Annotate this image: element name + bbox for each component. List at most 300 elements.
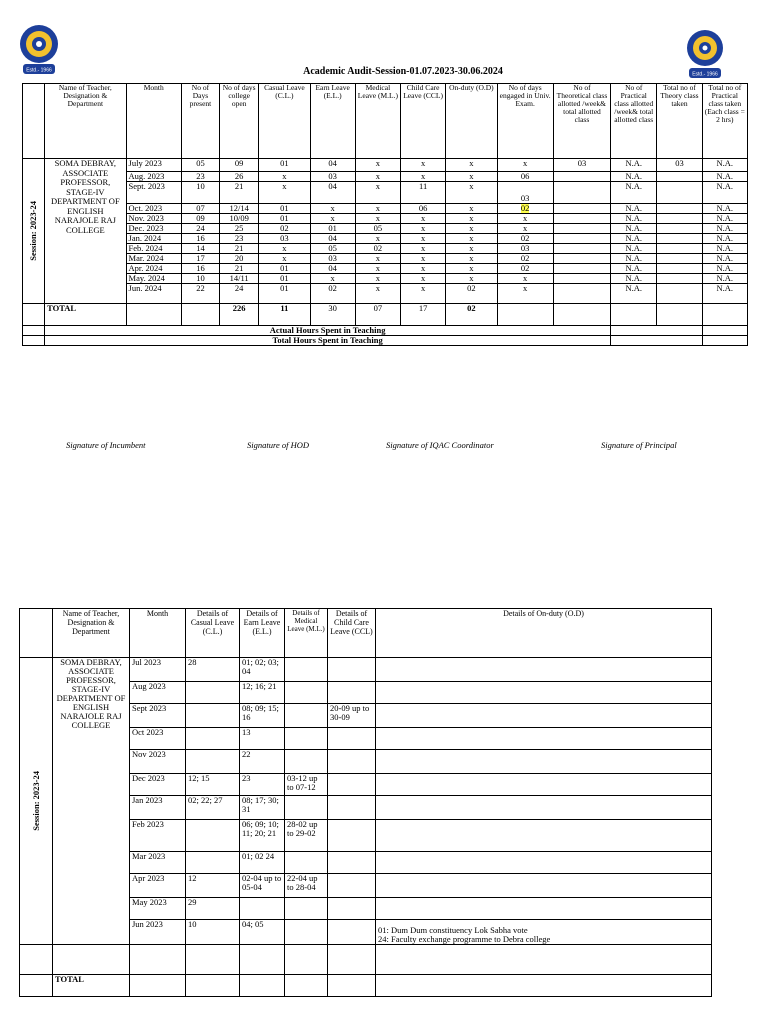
details-cell-cl: [186, 750, 240, 774]
total-hours-label: Total Hours Spent in Teaching: [45, 336, 611, 346]
cell-practical-taken: N.A.: [702, 224, 747, 234]
cell-days-present: 07: [181, 204, 219, 214]
total-hours-value: [611, 336, 702, 346]
cell-el: 03: [310, 172, 355, 182]
session-cell: [23, 159, 45, 304]
header-univ-exam: No of days engaged in Univ. Exam.: [497, 84, 553, 159]
details-blank-0: [20, 945, 53, 975]
header-theory-allotted: No of Theoretical class allotted /week& total allotted class: [553, 84, 610, 159]
audit-row: [23, 204, 748, 214]
details-cell-ccl: [328, 750, 376, 774]
details-session-cell: [20, 658, 53, 945]
cell-month: Dec. 2023: [126, 224, 181, 234]
cell-college-open: 21: [220, 182, 259, 204]
details-blank-5: [285, 945, 328, 975]
cell-days-present: 10: [181, 274, 219, 284]
details-header-month: Month: [130, 609, 186, 658]
cell-ml: x: [355, 234, 400, 244]
total-days-present: [181, 304, 219, 326]
cell-days-present: 24: [181, 224, 219, 234]
details-cell-el: 02-04 up to 05-04: [240, 874, 285, 898]
cell-month: Jan. 2024: [126, 234, 181, 244]
cell-ccl: x: [401, 284, 446, 304]
cell-ml: x: [355, 214, 400, 224]
cell-practical-taken: N.A.: [702, 204, 747, 214]
cell-univ-exam: 03: [497, 244, 553, 254]
details-cell-el: 04; 05: [240, 920, 285, 945]
details-cell-od: [376, 874, 712, 898]
details-cell-ml: [285, 704, 328, 728]
header-od: On-duty (O.D): [446, 84, 497, 159]
details-cell-ml: [285, 898, 328, 920]
header-practical-taken: Total no of Practical class taken (Each class = 2 hrs): [702, 84, 747, 159]
audit-row: [23, 224, 748, 234]
details-cell-od: [376, 852, 712, 874]
cell-practical-allotted: N.A.: [611, 182, 657, 204]
details-cell-el: 08; 09; 15; 16: [240, 704, 285, 728]
header-ml: Medical Leave (M.L.): [355, 84, 400, 159]
cell-el: x: [310, 204, 355, 214]
cell-practical-allotted: N.A.: [611, 234, 657, 244]
cell-cl: x: [259, 254, 310, 264]
cell-theory-allotted: [553, 214, 610, 224]
cell-practical-allotted: N.A.: [611, 254, 657, 264]
cell-college-open: 25: [220, 224, 259, 234]
cell-college-open: 21: [220, 244, 259, 254]
details-total-empty-4: [328, 975, 376, 997]
details-cell-month: Aug 2023: [130, 682, 186, 704]
cell-days-present: 09: [181, 214, 219, 224]
details-cell-el: 13: [240, 728, 285, 750]
details-cell-cl: [186, 820, 240, 852]
details-cell-month: Jun 2023: [130, 920, 186, 945]
cell-days-present: 05: [181, 159, 219, 172]
svg-text:Estd.- 1966: Estd.- 1966: [26, 67, 52, 74]
cell-month: Aug. 2023: [126, 172, 181, 182]
details-cell-od: [376, 704, 712, 728]
cell-college-open: 24: [220, 284, 259, 304]
details-cell-od: [376, 774, 712, 796]
cell-ml: 05: [355, 224, 400, 234]
cell-college-open: 20: [220, 254, 259, 264]
cell-univ-exam: 06: [497, 172, 553, 182]
total-month: [126, 304, 181, 326]
details-cell-ccl: 20-09 up to 30-09: [328, 704, 376, 728]
cell-univ-exam: x: [497, 214, 553, 224]
details-cell-cl: 10: [186, 920, 240, 945]
session-label: Session: 2023-24: [28, 201, 39, 261]
cell-ml: x: [355, 264, 400, 274]
details-blank-2: [130, 945, 186, 975]
details-blank-1: [53, 945, 130, 975]
total-empty-4: [702, 304, 747, 326]
cell-college-open: 26: [220, 172, 259, 182]
details-header-blank: [20, 609, 53, 658]
cell-ml: x: [355, 274, 400, 284]
cell-college-open: 12/14: [220, 204, 259, 214]
cell-theory-allotted: [553, 284, 610, 304]
details-header-ml: Details of Medical Leave (M.L.): [285, 609, 328, 658]
cell-practical-allotted: N.A.: [611, 274, 657, 284]
details-cell-cl: 02; 22; 27: [186, 796, 240, 820]
cell-cl: 01: [259, 284, 310, 304]
total-hours-end: [702, 336, 747, 346]
details-total-blank: [20, 975, 53, 997]
cell-college-open: 09: [220, 159, 259, 172]
details-teacher-name: SOMA DEBRAY, ASSOCIATE PROFESSOR, STAGE-IV DEPARTMENT OF ENGLISH NARAJOLE RAJ COLLEGE: [53, 658, 130, 945]
cell-theory-taken: [657, 234, 702, 244]
details-header-cl: Details of Casual Leave (C.L.): [186, 609, 240, 658]
cell-cl: 01: [259, 204, 310, 214]
cell-ml: x: [355, 182, 400, 204]
cell-od: x: [446, 224, 497, 234]
total-empty-3: [657, 304, 702, 326]
cell-univ-exam: x: [497, 274, 553, 284]
cell-ccl: x: [401, 234, 446, 244]
details-cell-ml: 28-02 up to 29-02: [285, 820, 328, 852]
cell-univ-exam: 02: [497, 264, 553, 274]
cell-month: Mar. 2024: [126, 254, 181, 264]
details-total-empty-0: [130, 975, 186, 997]
academic-audit-table: [22, 83, 748, 346]
audit-total-row: [23, 304, 748, 326]
details-cell-month: Dec 2023: [130, 774, 186, 796]
cell-cl: 01: [259, 159, 310, 172]
cell-college-open: 14/11: [220, 274, 259, 284]
cell-univ-exam: 02: [497, 254, 553, 264]
header-cl: Casual Leave (C.L.): [259, 84, 310, 159]
cell-theory-allotted: [553, 204, 610, 214]
cell-practical-allotted: N.A.: [611, 159, 657, 172]
total-ccl: 17: [401, 304, 446, 326]
cell-el: 03: [310, 254, 355, 264]
details-cell-ml: [285, 920, 328, 945]
cell-practical-taken: N.A.: [702, 244, 747, 254]
cell-practical-taken: N.A.: [702, 264, 747, 274]
cell-practical-taken: N.A.: [702, 182, 747, 204]
total-hours-blank: [23, 336, 45, 346]
cell-el: 04: [310, 234, 355, 244]
cell-od: x: [446, 244, 497, 254]
total-cl: 11: [259, 304, 310, 326]
teacher-name: SOMA DEBRAY, ASSOCIATE PROFESSOR, STAGE-IV DEPARTMENT OF ENGLISH NARAJOLE RAJ COLLEGE: [45, 159, 126, 304]
cell-el: x: [310, 274, 355, 284]
cell-practical-taken: N.A.: [702, 214, 747, 224]
audit-row: [23, 254, 748, 264]
details-blank-6: [328, 945, 376, 975]
cell-days-present: 22: [181, 284, 219, 304]
cell-practical-taken: N.A.: [702, 284, 747, 304]
cell-el: x: [310, 214, 355, 224]
cell-ccl: x: [401, 254, 446, 264]
details-cell-cl: 29: [186, 898, 240, 920]
details-cell-ccl: [328, 658, 376, 682]
total-college-open: 226: [220, 304, 259, 326]
cell-practical-allotted: N.A.: [611, 204, 657, 214]
cell-month: Feb. 2024: [126, 244, 181, 254]
details-cell-cl: 12: [186, 874, 240, 898]
cell-od: x: [446, 159, 497, 172]
details-header-el: Details of Earn Leave (E.L.): [240, 609, 285, 658]
cell-ml: x: [355, 284, 400, 304]
actual-hours-blank: [23, 326, 45, 336]
details-cell-ccl: [328, 874, 376, 898]
details-header-od: Details of On-duty (O.D): [376, 609, 712, 658]
header-blank: [23, 84, 45, 159]
cell-od: 02: [446, 284, 497, 304]
cell-univ-exam: x: [497, 159, 553, 172]
details-blank-4: [240, 945, 285, 975]
cell-days-present: 16: [181, 234, 219, 244]
details-cell-ccl: [328, 898, 376, 920]
cell-cl: x: [259, 182, 310, 204]
details-blank-7: [376, 945, 712, 975]
header-theory-taken: Total no of Theory class taken: [657, 84, 702, 159]
cell-theory-allotted: [553, 254, 610, 264]
cell-practical-allotted: N.A.: [611, 264, 657, 274]
cell-cl: x: [259, 244, 310, 254]
header-college-open: No of days college open: [220, 84, 259, 159]
cell-ml: x: [355, 159, 400, 172]
cell-ccl: 11: [401, 182, 446, 204]
details-cell-month: Jul 2023: [130, 658, 186, 682]
cell-ml: 02: [355, 244, 400, 254]
total-hours-row: [23, 336, 748, 346]
details-cell-ml: [285, 796, 328, 820]
cell-cl: x: [259, 172, 310, 182]
cell-el: 05: [310, 244, 355, 254]
cell-theory-allotted: [553, 234, 610, 244]
cell-univ-exam: x: [497, 284, 553, 304]
details-cell-el: [240, 898, 285, 920]
cell-od: x: [446, 234, 497, 244]
cell-ccl: x: [401, 172, 446, 182]
cell-days-present: 17: [181, 254, 219, 264]
cell-od: x: [446, 274, 497, 284]
cell-practical-allotted: N.A.: [611, 214, 657, 224]
cell-theory-allotted: [553, 224, 610, 234]
audit-row: [23, 159, 748, 172]
details-cell-ccl: [328, 682, 376, 704]
cell-theory-allotted: [553, 182, 610, 204]
details-total-empty-1: [186, 975, 240, 997]
total-empty-2: [611, 304, 657, 326]
details-total-empty-5: [376, 975, 712, 997]
cell-theory-taken: [657, 244, 702, 254]
signature-principal: Signature of Principal: [601, 440, 677, 450]
cell-practical-allotted: N.A.: [611, 284, 657, 304]
details-cell-el: 08; 17; 30; 31: [240, 796, 285, 820]
details-blank-row: [20, 945, 712, 975]
details-cell-month: Mar 2023: [130, 852, 186, 874]
cell-practical-taken: N.A.: [702, 159, 747, 172]
cell-theory-taken: [657, 182, 702, 204]
audit-row: [23, 172, 748, 182]
cell-theory-allotted: 03: [553, 159, 610, 172]
total-od: 02: [446, 304, 497, 326]
cell-month: Apr. 2024: [126, 264, 181, 274]
cell-od: x: [446, 204, 497, 214]
cell-el: 04: [310, 264, 355, 274]
details-cell-od: [376, 682, 712, 704]
cell-college-open: 21: [220, 264, 259, 274]
header-ccl: Child Care Leave (CCL): [401, 84, 446, 159]
details-cell-ml: [285, 750, 328, 774]
cell-ccl: x: [401, 274, 446, 284]
details-cell-cl: 28: [186, 658, 240, 682]
audit-row: [23, 284, 748, 304]
leave-details-table: [19, 608, 712, 997]
details-cell-ccl: [328, 820, 376, 852]
cell-univ-exam: [497, 204, 553, 214]
cell-ccl: x: [401, 244, 446, 254]
details-blank-3: [186, 945, 240, 975]
details-cell-ml: [285, 658, 328, 682]
total-ml: 07: [355, 304, 400, 326]
cell-ml: x: [355, 172, 400, 182]
header-month: Month: [126, 84, 181, 159]
actual-hours-label: Actual Hours Spent in Teaching: [45, 326, 611, 336]
details-total-label: TOTAL: [53, 975, 130, 997]
cell-month: Oct. 2023: [126, 204, 181, 214]
cell-cl: 01: [259, 214, 310, 224]
signature-iqac: Signature of IQAC Coordinator: [386, 440, 494, 450]
cell-theory-taken: [657, 224, 702, 234]
actual-hours-row: [23, 326, 748, 336]
details-cell-ccl: [328, 796, 376, 820]
details-cell-el: 06; 09; 10; 11; 20; 21: [240, 820, 285, 852]
cell-od: x: [446, 172, 497, 182]
details-cell-ccl: [328, 920, 376, 945]
cell-theory-taken: [657, 264, 702, 274]
cell-od: x: [446, 214, 497, 224]
details-cell-od: [376, 728, 712, 750]
cell-od: x: [446, 254, 497, 264]
cell-univ-exam: 02: [497, 234, 553, 244]
cell-theory-taken: [657, 172, 702, 182]
audit-row: [23, 214, 748, 224]
cell-college-open: 23: [220, 234, 259, 244]
details-cell-el: 23: [240, 774, 285, 796]
cell-theory-allotted: [553, 264, 610, 274]
cell-ccl: x: [401, 159, 446, 172]
cell-theory-allotted: [553, 172, 610, 182]
audit-row: [23, 182, 748, 204]
cell-practical-taken: N.A.: [702, 172, 747, 182]
total-empty-1: [553, 304, 610, 326]
cell-days-present: 14: [181, 244, 219, 254]
details-cell-el: 12; 16; 21: [240, 682, 285, 704]
details-cell-ml: [285, 682, 328, 704]
cell-ccl: x: [401, 214, 446, 224]
actual-hours-end: [702, 326, 747, 336]
details-cell-ml: 22-04 up to 28-04: [285, 874, 328, 898]
details-cell-month: Apr 2023: [130, 874, 186, 898]
cell-theory-taken: 03: [657, 159, 702, 172]
cell-od: x: [446, 264, 497, 274]
details-header-teacher: Name of Teacher, Designation & Department: [53, 609, 130, 658]
details-cell-ml: [285, 728, 328, 750]
details-cell-ccl: [328, 728, 376, 750]
cell-ccl: 06: [401, 204, 446, 214]
actual-hours-value: [611, 326, 702, 336]
document-title: Academic Audit-Session-01.07.2023-30.06.2024: [303, 66, 503, 77]
cell-ccl: x: [401, 224, 446, 234]
details-cell-od: [376, 796, 712, 820]
cell-practical-taken: N.A.: [702, 254, 747, 264]
cell-days-present: 10: [181, 182, 219, 204]
header-teacher: Name of Teacher, Designation & Department: [45, 84, 126, 159]
cell-month: July 2023: [126, 159, 181, 172]
cell-univ-exam: x: [497, 224, 553, 234]
cell-days-present: 23: [181, 172, 219, 182]
cell-el: 04: [310, 182, 355, 204]
details-cell-cl: [186, 682, 240, 704]
svg-text:Estd.- 1966: Estd.- 1966: [692, 71, 718, 78]
cell-univ-exam: 03: [497, 182, 553, 204]
cell-el: 01: [310, 224, 355, 234]
cell-month: Nov. 2023: [126, 214, 181, 224]
signature-hod: Signature of HOD: [247, 440, 310, 450]
cell-practical-allotted: N.A.: [611, 244, 657, 254]
details-session-label: Session: 2023-24: [30, 771, 41, 831]
total-empty-0: [497, 304, 553, 326]
details-cell-od: [376, 898, 712, 920]
cell-theory-taken: [657, 214, 702, 224]
details-cell-ccl: [328, 852, 376, 874]
audit-row: [23, 244, 748, 254]
header-el: Earn Leave (E.L.): [310, 84, 355, 159]
cell-theory-taken: [657, 204, 702, 214]
cell-practical-taken: N.A.: [702, 234, 747, 244]
details-total-empty-3: [285, 975, 328, 997]
details-cell-cl: [186, 704, 240, 728]
details-cell-cl: [186, 728, 240, 750]
header-days-present: No of Days present: [181, 84, 219, 159]
details-header-ccl: Details of Child Care Leave (CCL): [328, 609, 376, 658]
details-cell-el: 01; 02 24: [240, 852, 285, 874]
cell-theory-taken: [657, 284, 702, 304]
details-cell-cl: 12; 15: [186, 774, 240, 796]
cell-cl: 01: [259, 264, 310, 274]
details-row: [20, 658, 712, 682]
details-cell-month: Nov 2023: [130, 750, 186, 774]
cell-cl: 02: [259, 224, 310, 234]
cell-el: 04: [310, 159, 355, 172]
cell-ml: x: [355, 254, 400, 264]
cell-month: May. 2024: [126, 274, 181, 284]
details-cell-od: 01: Dum Dum constituency Lok Sabha vote 24: Faculty exchange programme to Debra college: [376, 920, 712, 945]
cell-practical-allotted: N.A.: [611, 224, 657, 234]
cell-el: 02: [310, 284, 355, 304]
cell-theory-allotted: [553, 274, 610, 284]
cell-practical-allotted: N.A.: [611, 172, 657, 182]
details-cell-od: [376, 820, 712, 852]
details-cell-ml: 03-12 up to 07-12: [285, 774, 328, 796]
cell-cl: 03: [259, 234, 310, 244]
details-total-empty-2: [240, 975, 285, 997]
details-cell-cl: [186, 852, 240, 874]
audit-row: [23, 234, 748, 244]
cell-univ-exam-highlight: 02: [520, 203, 530, 213]
cell-theory-taken: [657, 254, 702, 264]
header-practical-allotted: No of Practical class allotted /week& total allotted class: [611, 84, 657, 159]
audit-row: [23, 274, 748, 284]
details-cell-month: Oct 2023: [130, 728, 186, 750]
details-cell-ccl: [328, 774, 376, 796]
cell-days-present: 16: [181, 264, 219, 274]
details-cell-el: 22: [240, 750, 285, 774]
